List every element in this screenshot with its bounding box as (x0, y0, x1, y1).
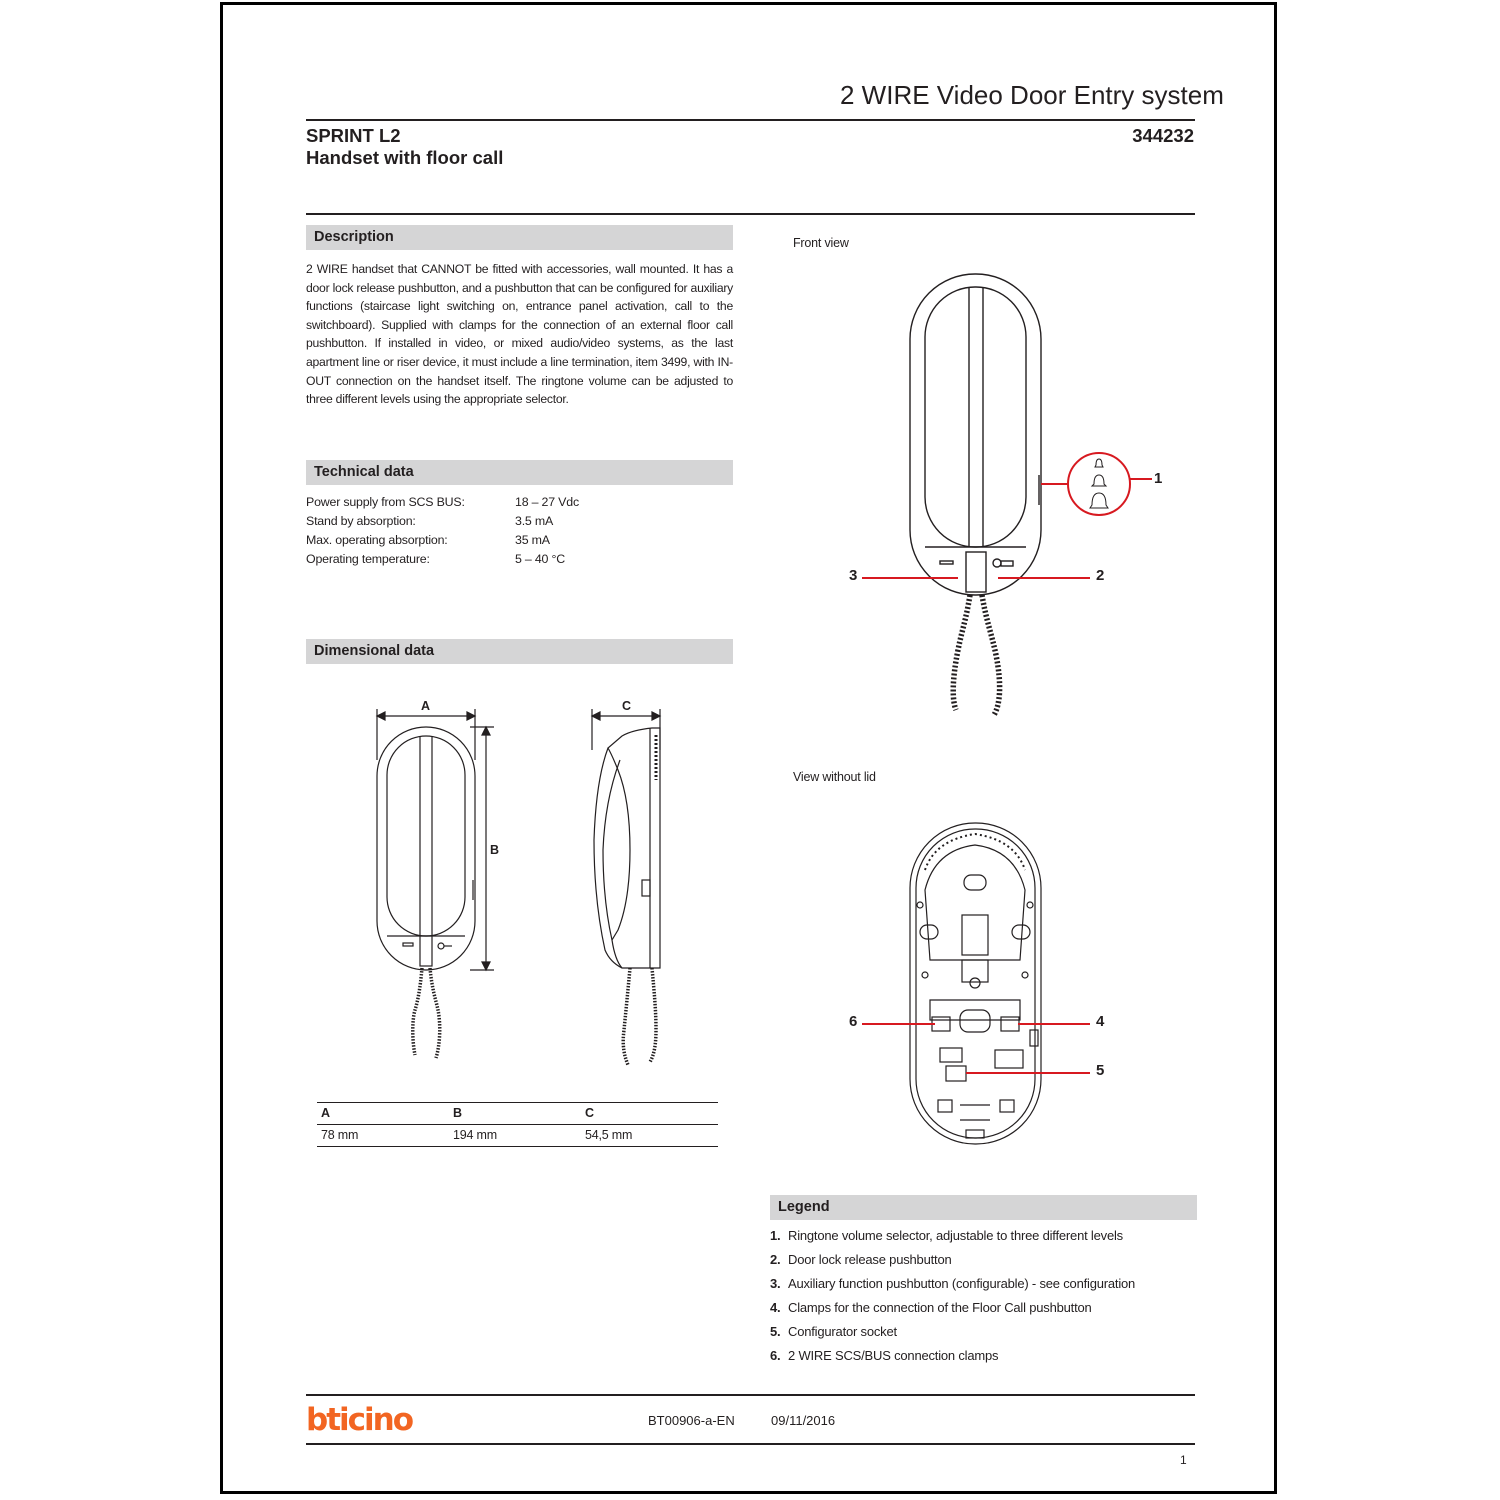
callout-2: 2 (1096, 567, 1105, 584)
tech-value: 18 – 27 Vdc (515, 495, 579, 509)
table-cell: 54,5 mm (585, 1128, 633, 1142)
dimension-label-c: C (622, 699, 632, 713)
without-lid-caption: View without lid (793, 770, 876, 784)
legend-text: 2 WIRE SCS/BUS connection clamps (788, 1348, 999, 1363)
legend-text: Configurator socket (788, 1324, 897, 1339)
callout-1: 1 (1154, 470, 1163, 487)
legend-item (770, 1252, 952, 1267)
tech-value: 5 – 40 °C (515, 552, 565, 566)
legend-item (770, 1228, 1123, 1243)
legend-item (770, 1324, 897, 1339)
callout-4: 4 (1096, 1013, 1105, 1030)
dimensional-data-heading: Dimensional data (306, 639, 733, 664)
table-header: A (321, 1106, 331, 1120)
legend-text: Clamps for the connection of the Floor Call pushbutton (788, 1300, 1092, 1315)
legend-text: Door lock release pushbutton (788, 1252, 952, 1267)
document-date: 09/11/2016 (771, 1413, 836, 1428)
table-header: B (453, 1106, 463, 1120)
legend-item (770, 1276, 1135, 1291)
tech-label: Operating temperature: (306, 552, 430, 566)
legend-number: 3. (770, 1276, 781, 1291)
legend-text: Ringtone volume selector, adjustable to three different levels (788, 1228, 1123, 1243)
tech-value: 3.5 mA (515, 514, 554, 528)
legend-item (770, 1348, 998, 1363)
table-header: C (585, 1106, 595, 1120)
tech-label: Stand by absorption: (306, 514, 416, 528)
callout-6: 6 (849, 1013, 858, 1030)
callout-3: 3 (849, 567, 858, 584)
legend-heading: Legend (770, 1195, 1197, 1220)
technical-data-heading: Technical data (306, 460, 733, 485)
table-cell: 194 mm (453, 1128, 497, 1142)
front-view-caption: Front view (793, 236, 849, 250)
legend-number: 1. (770, 1228, 781, 1243)
product-name: SPRINT L2 (306, 125, 401, 146)
footer-bottom-rule (306, 1443, 1195, 1445)
footer-top-rule (306, 1394, 1195, 1396)
bticino-logo: bticino (306, 1402, 413, 1438)
product-code: 344232 (1132, 125, 1194, 146)
document-code: BT00906-a-EN (648, 1413, 735, 1428)
page-number: 1 (1180, 1453, 1187, 1467)
dimension-label-b: B (490, 843, 500, 857)
tech-label: Max. operating absorption: (306, 533, 448, 547)
description-heading: Description (306, 225, 733, 250)
table-cell: 78 mm (321, 1128, 359, 1142)
legend-number: 5. (770, 1324, 781, 1339)
callout-5: 5 (1096, 1062, 1105, 1079)
description-text: 2 WIRE handset that CANNOT be fitted with accessories, wall mounted. It has a door lock release pushbutton, and a pushbutton that can be configured for auxiliary functions (staircase light switching on, entrance panel activation, call to the switchboard). Supplied with clamps for the connection of an external floor call pushbutton. If installed in video, or mixed audio/video systems, as the last apartment line or riser device, it must include a line termination, item 3499, with IN-OUT connection on the handset itself. The ringtone volume can be adjusted to three different levels using the appropriate selector. (306, 262, 733, 407)
legend-item (770, 1300, 1092, 1315)
dimension-label-a: A (421, 699, 431, 713)
tech-value: 35 mA (515, 533, 550, 547)
system-title: 2 WIRE Video Door Entry system (840, 80, 1224, 110)
legend-number: 6. (770, 1348, 781, 1363)
legend-text: Auxiliary function pushbutton (configurable) - see configuration (788, 1276, 1136, 1291)
legend-number: 4. (770, 1300, 781, 1315)
legend-number: 2. (770, 1252, 781, 1267)
product-subtitle: Handset with floor call (306, 147, 504, 168)
tech-label: Power supply from SCS BUS: (306, 495, 465, 509)
